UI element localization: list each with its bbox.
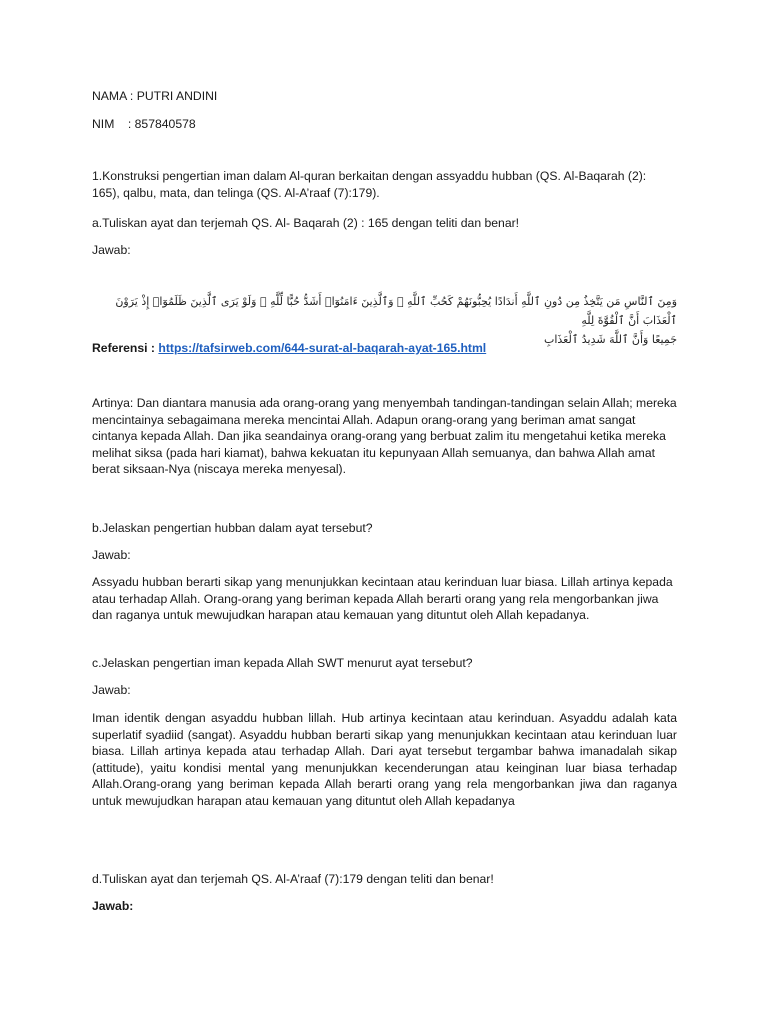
arabic-verse-line-1: وَمِنَ ٱلنَّاسِ مَن يَتَّخِذُ مِن دُونِ ٱللَّهِ أَندَادًا يُحِبُّونَهُمْ كَحُبِّ ٱللَّهِ ۖ وَٱلَّذِينَ ءَامَنُوٓا۟ أَشَدُّ حُبًّا لِّلَّهِ ۗ وَلَوْ يَرَى ٱلَّذِينَ ظَلَمُوٓا۟ إِذْ يَرَوْنَ ٱلْعَذَابَ أَنَّ ٱلْقُوَّةَ لِلَّهِ bbox=[115, 295, 677, 327]
answer-label-1c: Jawab: bbox=[92, 683, 131, 697]
answer-1c: Iman identik dengan asyaddu hubban lillah. Hub artinya kecintaan atau kerinduan. Asyaddu adalah kata superlatif syadiid (sangat). Asyaddu hubban berarti sikap yang menunjukkan kecintaan atau kerinduan luar biasa. Lillah artinya kepada atau terhadap Allah. Dari ayat tersebut tergambar bahwa imanadalah sikap (attitude), yaitu kondisi mental yang menunjukkan kecenderungan atau keinginan luar biasa terhadap Allah.Orang-orang yang beriman kepada Allah berarti orang yang rela mengorbankan jiwa dan raganya untuk mewujudkan harapan atau kemauan yang dituntut oleh Allah kepadanya bbox=[92, 711, 677, 808]
answer-label-1a: Jawab: bbox=[92, 243, 131, 257]
arabic-verse-line-2: جَمِيعًا وَأَنَّ ٱللَّهَ شَدِيدُ ٱلْعَذَابِ bbox=[543, 333, 677, 346]
student-name: NAMA : PUTRI ANDINI bbox=[92, 89, 218, 103]
student-nim: NIM : 857840578 bbox=[92, 117, 196, 131]
question-1-intro: 1.Konstruksi pengertian iman dalam Al-quran berkaitan dengan assyaddu hubban (QS. Al-Baqarah (2): 165), qalbu, mata, dan telinga (QS. Al-A’raaf (7):179). bbox=[92, 169, 647, 200]
question-1d: d.Tuliskan ayat dan terjemah QS. Al-A’raaf (7):179 dengan teliti dan benar! bbox=[92, 872, 494, 886]
answer-label-1b: Jawab: bbox=[92, 548, 131, 562]
question-1a: a.Tuliskan ayat dan terjemah QS. Al- Baqarah (2) : 165 dengan teliti dan benar! bbox=[92, 216, 520, 230]
reference-label: Referensi : bbox=[92, 341, 159, 355]
translation-1a: Artinya: Dan diantara manusia ada orang-orang yang menyembah tandingan-tandingan selain Allah; mereka mencintainya sebagaimana mereka mencintai Allah. Adapun orang-orang yang beriman amat sangat cintanya kepada Allah. Dan jika seandainya orang-orang yang berbuat zalim itu mengetahui ketika mereka melihat siksa (pada hari kiamat), bahwa kekuatan itu kepunyaan Allah semuanya, dan bahwa Allah amat berat siksaan-Nya (niscaya mereka menyesal). bbox=[92, 396, 677, 476]
reference-line bbox=[92, 340, 677, 357]
question-1b: b.Jelaskan pengertian hubban dalam ayat tersebut? bbox=[92, 521, 373, 535]
answer-1b: Assyadu hubban berarti sikap yang menunjukkan kecintaan atau kerinduan luar biasa. Lillah artinya kepada atau terhadap Allah. Orang-orang yang beriman kepada Allah berarti orang yang rela mengorbankan jiwa dan raganya untuk mewujudkan harapan atau kemauan yang dituntut oleh Allah kepadanya. bbox=[92, 575, 673, 622]
answer-label-1d: Jawab: bbox=[92, 899, 134, 913]
reference-link[interactable]: https://tafsirweb.com/644-surat-al-baqarah-ayat-165.html bbox=[158, 341, 487, 355]
question-1c: c.Jelaskan pengertian iman kepada Allah SWT menurut ayat tersebut? bbox=[92, 656, 473, 670]
